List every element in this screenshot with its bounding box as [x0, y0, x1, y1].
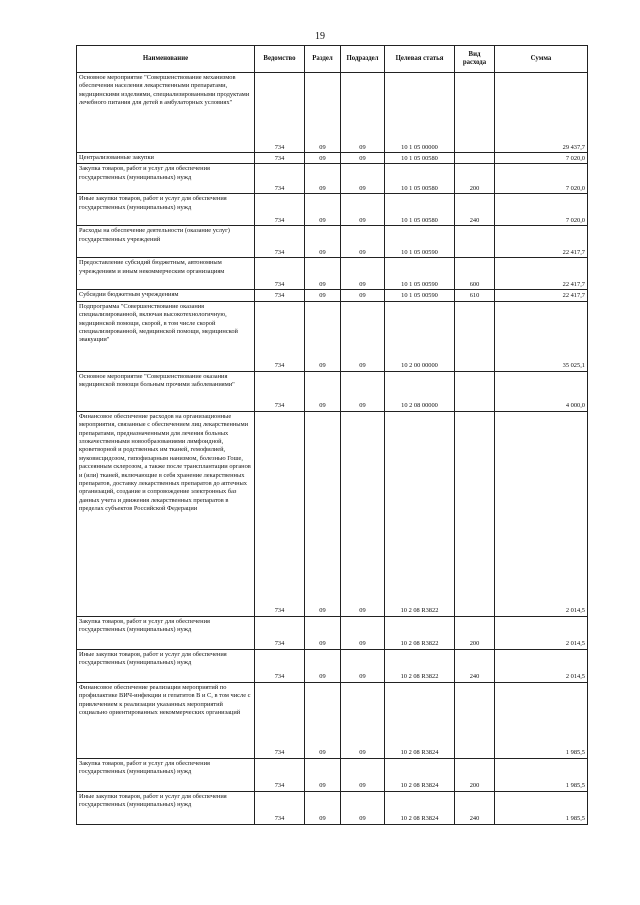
- cell-razdel: 09: [305, 194, 341, 226]
- page-number: 19: [315, 31, 325, 42]
- cell-sum: 2 014,5: [495, 411, 588, 616]
- cell-vedomstvo: 734: [255, 616, 305, 649]
- cell-name: Субсидии бюджетным учреждениям: [77, 290, 255, 301]
- cell-razdel: 09: [305, 791, 341, 824]
- cell-name: Расходы на обеспечение деятельности (оказание услуг) государственных учреждений: [77, 226, 255, 258]
- cell-podrazdel: 09: [341, 258, 385, 290]
- cell-vedomstvo: 734: [255, 226, 305, 258]
- cell-podrazdel: 09: [341, 301, 385, 371]
- cell-vid: [455, 371, 495, 411]
- table-row: [77, 682, 588, 758]
- cell-name: Иные закупки товаров, работ и услуг для обеспечения государственных (муниципальных) нужд: [77, 649, 255, 682]
- table-row: [77, 73, 588, 153]
- cell-vid: [455, 301, 495, 371]
- cell-podrazdel: 09: [341, 758, 385, 791]
- cell-article: 10 1 05 00590: [385, 290, 455, 301]
- cell-name: Предоставление субсидий бюджетным, автономным учреждениям и иным некоммерческим организациям: [77, 258, 255, 290]
- cell-article: 10 2 08 R3822: [385, 616, 455, 649]
- cell-article: 10 2 08 00000: [385, 371, 455, 411]
- cell-podrazdel: 09: [341, 194, 385, 226]
- table-row: [77, 758, 588, 791]
- cell-podrazdel: 09: [341, 682, 385, 758]
- cell-vedomstvo: 734: [255, 153, 305, 164]
- cell-podrazdel: 09: [341, 290, 385, 301]
- cell-article: 10 2 08 R3822: [385, 649, 455, 682]
- cell-sum: 22 417,7: [495, 226, 588, 258]
- cell-article: 10 1 05 00580: [385, 194, 455, 226]
- header-podrazdel: Подраздел: [341, 46, 385, 73]
- header-name: Наименование: [77, 46, 255, 73]
- header-razdel: Раздел: [305, 46, 341, 73]
- cell-vid: 600: [455, 258, 495, 290]
- cell-vedomstvo: 734: [255, 164, 305, 194]
- cell-podrazdel: 09: [341, 73, 385, 153]
- table-row: [77, 226, 588, 258]
- cell-podrazdel: 09: [341, 226, 385, 258]
- cell-razdel: 09: [305, 73, 341, 153]
- cell-razdel: 09: [305, 290, 341, 301]
- cell-name: Закупка товаров, работ и услуг для обеспечения государственных (муниципальных) нужд: [77, 616, 255, 649]
- cell-vid: [455, 411, 495, 616]
- header-article: Целевая статья: [385, 46, 455, 73]
- cell-vedomstvo: 734: [255, 371, 305, 411]
- cell-name: Закупка товаров, работ и услуг для обеспечения государственных (муниципальных) нужд: [77, 758, 255, 791]
- cell-article: 10 1 05 00580: [385, 153, 455, 164]
- cell-vid: [455, 73, 495, 153]
- budget-table: [76, 45, 588, 825]
- cell-podrazdel: 09: [341, 649, 385, 682]
- cell-sum: 1 985,5: [495, 791, 588, 824]
- cell-name: Основное мероприятие "Совершенствование оказания медицинской помощи больным прочими заболеваниями": [77, 371, 255, 411]
- cell-vedomstvo: 734: [255, 301, 305, 371]
- cell-vid: [455, 682, 495, 758]
- header-vid: Вид расхода: [455, 46, 495, 73]
- cell-vedomstvo: 734: [255, 411, 305, 616]
- cell-razdel: 09: [305, 411, 341, 616]
- cell-article: 10 1 05 00580: [385, 164, 455, 194]
- cell-razdel: 09: [305, 682, 341, 758]
- table-row: [77, 164, 588, 194]
- cell-razdel: 09: [305, 153, 341, 164]
- cell-article: 10 2 08 R3824: [385, 682, 455, 758]
- cell-sum: 1 985,5: [495, 758, 588, 791]
- cell-vedomstvo: 734: [255, 194, 305, 226]
- table-header-row: [77, 46, 588, 73]
- cell-razdel: 09: [305, 649, 341, 682]
- header-vedomstvo: Ведомство: [255, 46, 305, 73]
- cell-article: 10 2 08 R3822: [385, 411, 455, 616]
- cell-vedomstvo: 734: [255, 758, 305, 791]
- cell-vedomstvo: 734: [255, 649, 305, 682]
- cell-sum: 35 025,1: [495, 301, 588, 371]
- cell-vid: [455, 226, 495, 258]
- table-row: [77, 258, 588, 290]
- cell-article: 10 1 05 00590: [385, 258, 455, 290]
- cell-razdel: 09: [305, 371, 341, 411]
- table-row: [77, 649, 588, 682]
- header-sum: Сумма: [495, 46, 588, 73]
- cell-sum: 2 014,5: [495, 649, 588, 682]
- cell-vedomstvo: 734: [255, 258, 305, 290]
- table-row: [77, 371, 588, 411]
- cell-article: 10 1 05 00590: [385, 226, 455, 258]
- table-row: [77, 301, 588, 371]
- cell-vid: 240: [455, 649, 495, 682]
- table-row: [77, 411, 588, 616]
- cell-sum: 1 985,5: [495, 682, 588, 758]
- table-row: [77, 194, 588, 226]
- cell-podrazdel: 09: [341, 616, 385, 649]
- cell-vid: 200: [455, 758, 495, 791]
- cell-sum: 4 000,0: [495, 371, 588, 411]
- cell-razdel: 09: [305, 758, 341, 791]
- table-row: [77, 616, 588, 649]
- cell-razdel: 09: [305, 164, 341, 194]
- cell-article: 10 1 05 00000: [385, 73, 455, 153]
- cell-sum: 22 417,7: [495, 290, 588, 301]
- table-body: [77, 73, 588, 825]
- table-row: [77, 290, 588, 301]
- cell-vid: 200: [455, 164, 495, 194]
- cell-podrazdel: 09: [341, 153, 385, 164]
- cell-article: 10 2 00 00000: [385, 301, 455, 371]
- cell-article: 10 2 08 R3824: [385, 758, 455, 791]
- cell-vid: 200: [455, 616, 495, 649]
- cell-sum: 29 437,7: [495, 73, 588, 153]
- cell-name: Подпрограмма "Совершенствование оказания специализированной, включая высокотехнологичную, медицинской помощи, скорой, в том числе скорой специализированной, медицинской помощи, медицинской эвакуации": [77, 301, 255, 371]
- cell-razdel: 09: [305, 258, 341, 290]
- cell-name: Иные закупки товаров, работ и услуг для обеспечения государственных (муниципальных) нужд: [77, 791, 255, 824]
- cell-sum: 7 020,0: [495, 194, 588, 226]
- cell-name: Основное мероприятие "Совершенствование механизмов обеспечения населения лекарственными препаратами, медицинскими изделиями, специализированными продуктами лечебного питания для детей в амбулаторных условиях": [77, 73, 255, 153]
- cell-vid: 610: [455, 290, 495, 301]
- cell-sum: 2 014,5: [495, 616, 588, 649]
- cell-vedomstvo: 734: [255, 791, 305, 824]
- cell-name: Финансовое обеспечение реализации мероприятий по профилактике ВИЧ-инфекции и гепатитов В и С, в том числе с привлечением к реализации указанных мероприятий социально ориентированных некоммерческих организаций: [77, 682, 255, 758]
- cell-article: 10 2 08 R3824: [385, 791, 455, 824]
- cell-sum: 7 020,0: [495, 164, 588, 194]
- table-row: [77, 791, 588, 824]
- cell-podrazdel: 09: [341, 791, 385, 824]
- cell-podrazdel: 09: [341, 371, 385, 411]
- cell-vedomstvo: 734: [255, 290, 305, 301]
- cell-razdel: 09: [305, 226, 341, 258]
- cell-sum: 7 020,0: [495, 153, 588, 164]
- cell-name: Иные закупки товаров, работ и услуг для обеспечения государственных (муниципальных) нужд: [77, 194, 255, 226]
- cell-vid: [455, 153, 495, 164]
- cell-vedomstvo: 734: [255, 73, 305, 153]
- cell-name: Закупка товаров, работ и услуг для обеспечения государственных (муниципальных) нужд: [77, 164, 255, 194]
- cell-podrazdel: 09: [341, 411, 385, 616]
- table-row: [77, 153, 588, 164]
- cell-podrazdel: 09: [341, 164, 385, 194]
- cell-sum: 22 417,7: [495, 258, 588, 290]
- cell-vedomstvo: 734: [255, 682, 305, 758]
- cell-vid: 240: [455, 194, 495, 226]
- cell-name: Централизованные закупки: [77, 153, 255, 164]
- cell-razdel: 09: [305, 301, 341, 371]
- cell-razdel: 09: [305, 616, 341, 649]
- cell-vid: 240: [455, 791, 495, 824]
- cell-name: Финансовое обеспечение расходов на организационные мероприятия, связанные с обеспечением лиц лекарственными препаратами, предназначенными для лечения больных злокачественными новообразованиями лимфоидной, кроветворной и родственных им тканей, гемофилией, муковисцидозом, гипофизарным нанизмом, болезнью Гоше, рассеянным склерозом, а также после трансплантации органов и (или) тканей, включающие в себя хранение лекарственных препаратов, доставку лекарственных препаратов до аптечных организаций, создание и сопровождение электронных баз данных учета и движения лекарственных препаратов в пределах субъектов Российской Федерации: [77, 411, 255, 616]
